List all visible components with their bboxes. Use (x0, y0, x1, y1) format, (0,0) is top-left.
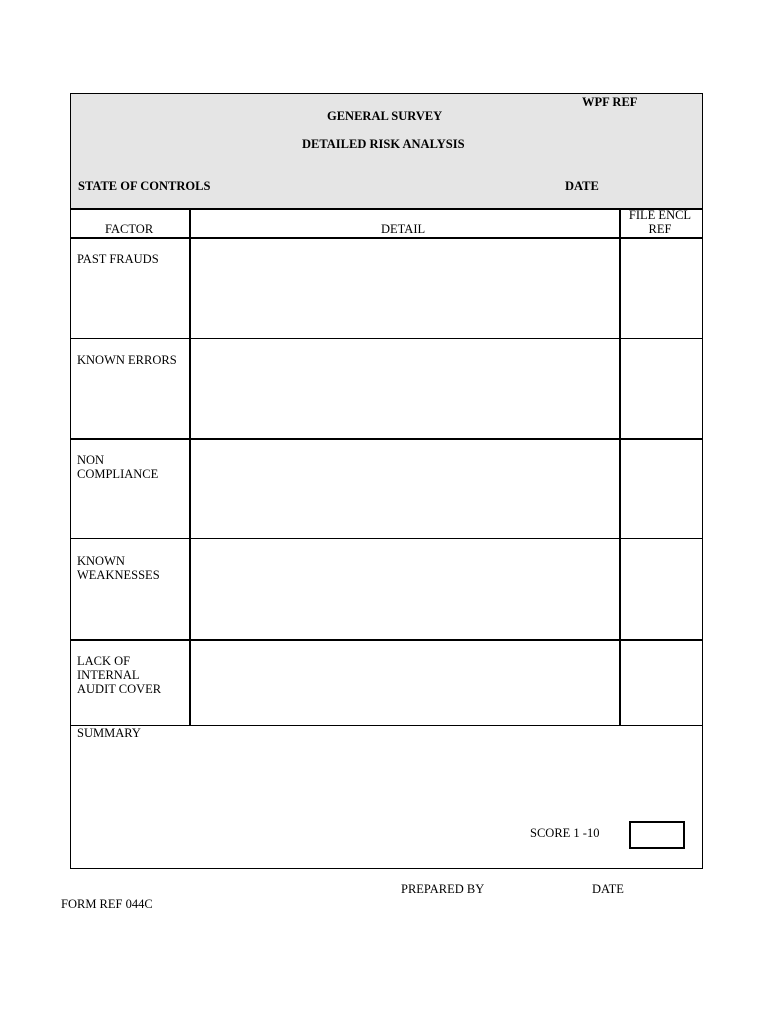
wpf-ref-label: WPF REF (582, 95, 638, 109)
column-header-factor: FACTOR (105, 222, 154, 236)
factor-row-non-compliance: NON COMPLIANCE (77, 453, 159, 481)
factor-row-known-errors: KNOWN ERRORS (77, 353, 177, 367)
form-header (71, 94, 702, 210)
risk-analysis-form (70, 93, 703, 869)
factor-row-past-frauds: PAST FRAUDS (77, 252, 159, 266)
row-divider (71, 338, 702, 339)
state-of-controls-label: STATE OF CONTROLS (78, 179, 211, 193)
factor-column-divider (189, 208, 191, 726)
header-date-label: DATE (565, 179, 599, 193)
factor-row-lack-of-internal-audit-cover: LACK OF INTERNAL AUDIT COVER (77, 654, 162, 696)
row-divider (71, 639, 702, 641)
score-label: SCORE 1 -10 (530, 826, 600, 840)
summary-divider (71, 725, 702, 726)
footer-date-label: DATE (592, 882, 624, 896)
detail-column-divider (619, 208, 621, 726)
prepared-by-label: PREPARED BY (401, 882, 485, 896)
factor-row-known-weaknesses: KNOWN WEAKNESSES (77, 554, 160, 582)
column-header-detail: DETAIL (381, 222, 426, 236)
row-divider (71, 438, 702, 440)
summary-label: SUMMARY (77, 726, 141, 740)
form-title-line2: DETAILED RISK ANALYSIS (302, 137, 465, 151)
form-title-line1: GENERAL SURVEY (327, 109, 443, 123)
column-header-file-encl-ref: FILE ENCL REF (628, 208, 692, 236)
column-header-divider (71, 237, 702, 239)
form-ref-label: FORM REF 044C (61, 897, 153, 911)
row-divider (71, 538, 702, 539)
score-input-box[interactable] (629, 821, 685, 849)
